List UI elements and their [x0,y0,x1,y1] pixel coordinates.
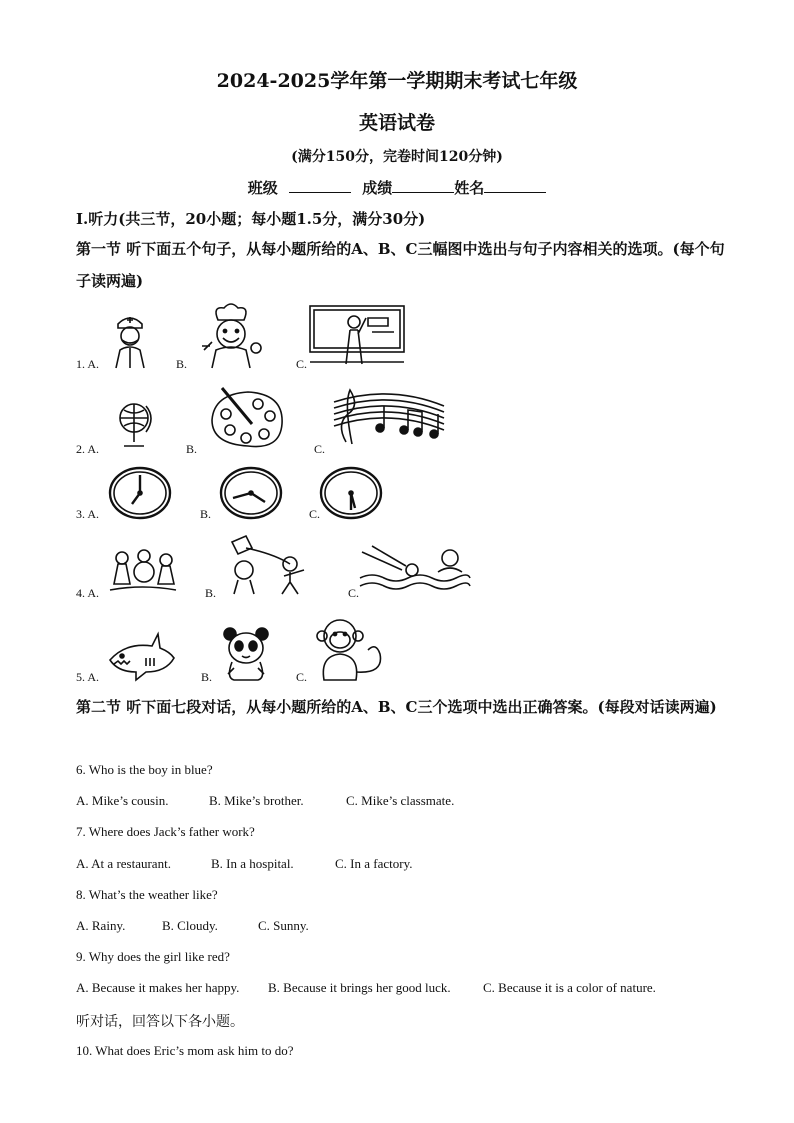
q7-option-a[interactable]: A. At a restaurant. [76,856,171,871]
q9-option-b[interactable]: B. Because it brings her good luck. [268,980,451,995]
q8-text: 8. What’s the weather like? [76,887,218,902]
q6-option-b[interactable]: B. Mike’s brother. [209,793,304,808]
clock-seven-icon [108,466,172,520]
q2-label-b: B. [186,442,198,456]
music-notes-icon [330,384,448,448]
kids-kite-icon [224,534,316,596]
score-blank[interactable] [392,178,454,193]
clock-eight-twenty-icon [219,466,283,520]
exam-subtitle: 英语试卷 [358,112,435,134]
q2-label-c: C. [314,442,326,456]
q10-text: 10. What does Eric’s mom ask him to do? [76,1043,294,1058]
panda-icon [220,624,272,682]
cook-icon [198,302,264,370]
listen-note: 听对话，回答以下各小题。 [76,1014,244,1030]
section1-instructions: 第一节 听下面五个句子，从每小题所给的A、B、C三幅图中选出与句子内容相关的选项。(每个句子读两遍) [76,240,725,290]
q1-label-b: B. [176,357,188,371]
doctor-icon [108,312,152,370]
q9-text: 9. Why does the girl like red? [76,949,230,964]
q2-label-a: 2. A. [76,442,100,456]
q1-label-c: C. [296,357,308,371]
clock-six-thirty-icon [319,466,383,520]
q5-label-b: B. [201,670,213,684]
q4-label-a: 4. A. [76,586,100,600]
q4-label-c: C. [348,586,360,600]
q3-label-a: 3. A. [76,507,100,521]
q7-option-b[interactable]: B. In a hospital. [211,856,294,871]
score-label: 成绩 [362,179,393,197]
kids-swimming-icon [358,542,470,590]
exam-note: (满分150分，完卷时间120分钟) [291,149,503,165]
q6-option-c[interactable]: C. Mike’s classmate. [346,793,455,808]
shark-icon [106,632,176,682]
paint-palette-icon [208,384,286,452]
q3-label-b: B. [200,507,212,521]
q9-option-a[interactable]: A. Because it makes her happy. [76,980,240,995]
name-label: 姓名 [454,179,485,197]
q7-option-c[interactable]: C. In a factory. [335,856,413,871]
q8-option-a[interactable]: A. Rainy. [76,918,126,933]
q8-option-c[interactable]: C. Sunny. [258,918,309,933]
q3-label-c: C. [309,507,321,521]
q8-option-b[interactable]: B. Cloudy. [162,918,218,933]
q7-text: 7. Where does Jack’s father work? [76,824,255,839]
q1-label-a: 1. A. [76,357,100,371]
q9-option-c[interactable]: C. Because it is a color of nature. [483,980,656,995]
q5-label-a: 5. A. [76,670,100,684]
part1-heading: I.听力(共三节，20小题；每小题1.5分，满分30分) [76,210,426,228]
teacher-icon [306,304,406,366]
name-blank[interactable] [484,178,546,193]
class-label: 班级 [247,179,278,197]
kids-snowman-icon [108,544,178,594]
globe-icon [112,398,156,450]
class-blank[interactable] [289,178,351,193]
student-info-line [0,177,794,198]
q6-text: 6. Who is the boy in blue? [76,762,213,777]
q5-label-c: C. [296,670,308,684]
q4-label-b: B. [205,586,217,600]
monkey-icon [310,614,386,684]
exam-title: 2024-2025学年第一学期期末考试七年级 [216,70,578,92]
q6-option-a[interactable]: A. Mike’s cousin. [76,793,169,808]
section2-instructions: 第二节 听下面七段对话，从每小题所给的A、B、C三个选项中选出正确答案。(每段对话读两遍) [76,698,717,716]
